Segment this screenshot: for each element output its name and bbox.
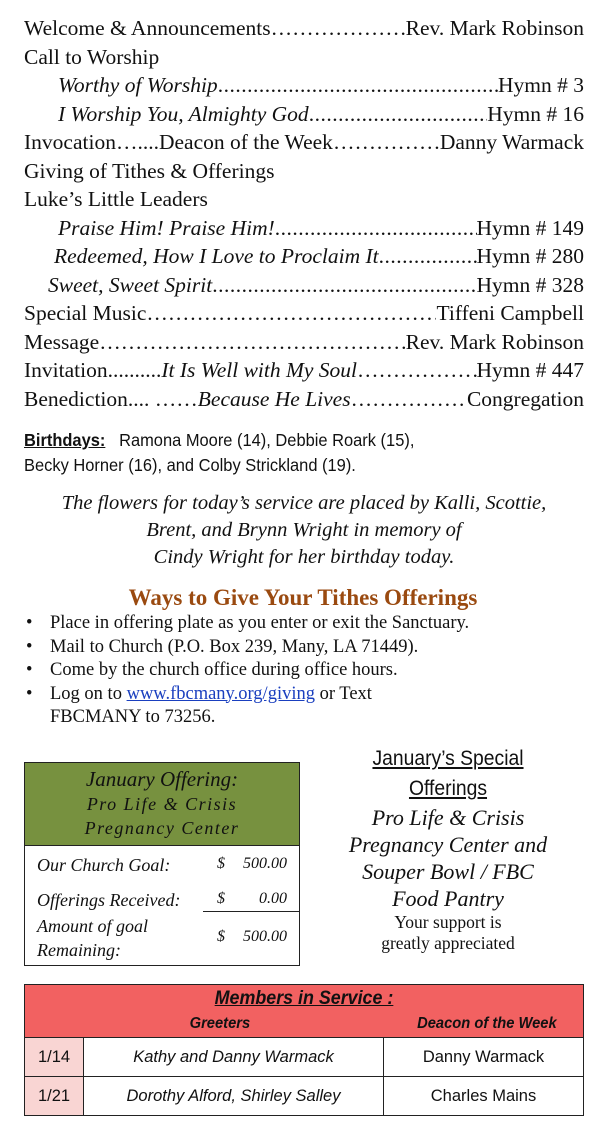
greeters-cell: Kathy and Danny Warmack (84, 1038, 384, 1076)
offering-header (25, 763, 299, 846)
list-item-text: or Text (314, 683, 372, 704)
table-row (25, 1038, 583, 1077)
members-header (25, 985, 583, 1038)
special-body: Food Pantry (392, 886, 504, 911)
dot-leader (218, 71, 498, 100)
bullet-icon: • (26, 683, 33, 704)
offering-goal-row (25, 849, 299, 885)
order-item (24, 385, 584, 414)
order-item (24, 185, 584, 214)
order-item (24, 128, 584, 157)
order-item-label: Message (24, 329, 100, 354)
order-item-leader-name: Congregation (466, 386, 584, 411)
order-item (24, 242, 584, 271)
special-note: greatly appreciated (381, 933, 515, 953)
dot-leader (271, 14, 406, 43)
remaining-value: 500.00 (243, 928, 287, 945)
bullet-icon: • (26, 613, 33, 633)
order-item-label: Invocation (24, 130, 116, 154)
offering-subtitle: Pregnancy Center (84, 818, 240, 838)
special-body: Souper Bowl / FBC (362, 859, 534, 884)
order-item-label: Call to Worship (24, 44, 160, 69)
dot-leader: ….... (115, 130, 159, 154)
remaining-currency: $ (217, 928, 225, 945)
hymn-number: Hymn # 328 (476, 272, 584, 297)
table-row (25, 1077, 583, 1115)
hymn-number: Hymn # 16 (487, 101, 584, 126)
order-item (24, 157, 584, 186)
list-item-text: FBCMANY to 73256. (50, 707, 216, 727)
remaining-label (37, 914, 148, 962)
hymn-title: Sweet, Sweet Spirit (48, 272, 213, 297)
special-note: Your support is (394, 912, 502, 932)
bullet-icon: • (26, 636, 33, 657)
goal-value: 500.00 (243, 855, 287, 872)
hymn-title: Praise Him! Praise Him! (58, 215, 275, 240)
list-item-text: Log on to (50, 683, 127, 704)
order-item (24, 71, 584, 100)
offering-divider (203, 911, 299, 912)
flowers-line: The flowers for today’s service are placed by Kalli, Scottie, (61, 492, 547, 514)
order-item-leader-name: Rev. Mark Robinson (405, 329, 584, 354)
dot-leader (351, 385, 467, 414)
hymn-number: Hymn # 149 (476, 215, 584, 240)
date-cell: 1/21 (25, 1077, 84, 1115)
flowers-line: Brent, and Brynn Wright in memory of (146, 519, 462, 541)
remaining-label-line: Amount of goal (37, 916, 148, 936)
list-item (24, 659, 594, 683)
order-item-leader-name: Tiffeni Campbell (436, 301, 584, 325)
list-item-text: Place in offering plate as you enter or exit the Sanctuary. (50, 613, 470, 633)
special-title: Offerings (408, 777, 488, 800)
received-label: Offerings Received: (37, 890, 181, 910)
dot-leader (99, 328, 405, 357)
order-item (24, 43, 584, 72)
special-body: Pregnancy Center and (348, 832, 548, 857)
hymn-title: It Is Well with My Soul (161, 358, 358, 382)
deacon-cell: Danny Warmack (422, 1048, 545, 1066)
hymn-number: Hymn # 3 (498, 73, 584, 97)
offering-subtitle: Pro Life & Crisis (86, 794, 238, 814)
dot-leader (275, 214, 477, 243)
greeters-cell: Dorothy Alford, Shirley Salley (84, 1077, 384, 1115)
deacon-cell: Charles Mains (430, 1087, 537, 1105)
dot-leader: .......... (107, 358, 162, 382)
order-item (24, 356, 584, 385)
received-currency: $ (217, 890, 225, 907)
hymn-title: Redeemed, How I Love to Proclaim It (54, 244, 379, 268)
goal-label: Our Church Goal: (37, 855, 171, 875)
dot-leader (379, 242, 477, 271)
order-item (24, 100, 584, 129)
order-item-label: Luke’s Little Leaders (24, 187, 208, 211)
flowers-note (24, 490, 584, 571)
january-offering-box (24, 762, 300, 966)
dot-leader (309, 100, 488, 129)
special-body: Pro Life & Crisis (371, 805, 525, 830)
flowers-line: Cindy Wright for her birthday today. (153, 546, 455, 568)
order-item (24, 328, 584, 357)
dot-leader: .... …… (127, 386, 198, 411)
order-item-label: Invitation (24, 358, 108, 382)
special-title: January’s Special (372, 747, 524, 770)
special-offerings (318, 744, 578, 954)
list-item (24, 683, 594, 730)
order-item-leader-name: Danny Warmack (439, 130, 584, 154)
goal-currency: $ (217, 855, 225, 872)
order-item-label: Benediction (24, 386, 128, 411)
list-item-text: Come by the church office during office hours. (50, 660, 398, 680)
offering-title: January Offering: (85, 767, 239, 791)
column-header-deacon: Deacon of the Week (417, 1015, 557, 1032)
column-header-greeters: Greeters (189, 1015, 251, 1032)
birthdays-line (24, 428, 550, 453)
ways-to-give-title: Ways to Give Your Tithes Offerings (128, 585, 478, 610)
bullet-icon: • (26, 660, 33, 680)
order-item-label: Welcome & Announcements (24, 16, 271, 40)
dot-leader (333, 128, 440, 157)
members-title: Members in Service : (214, 988, 394, 1009)
dot-leader (212, 271, 476, 300)
order-item-leader-name: Rev. Mark Robinson (405, 16, 584, 40)
order-item (24, 271, 584, 300)
birthdays-section (24, 428, 550, 478)
order-item-label: Giving of Tithes & Offerings (24, 158, 275, 183)
offering-remaining-row (25, 914, 299, 964)
order-item-label: Special Music (24, 301, 147, 325)
order-item-middle: Deacon of the Week (158, 130, 333, 154)
order-of-service (24, 14, 584, 413)
hymn-title: Because He Lives (197, 386, 351, 411)
date-cell: 1/14 (25, 1038, 84, 1076)
hymn-number: Hymn # 280 (476, 244, 584, 268)
dot-leader (146, 299, 436, 328)
order-item (24, 299, 584, 328)
birthdays-text: Ramona Moore (14), Debbie Roark (15), (119, 430, 415, 450)
members-in-service-table (24, 984, 584, 1116)
order-item (24, 214, 584, 243)
list-item-text: Mail to Church (P.O. Box 239, Many, LA 71449). (50, 636, 419, 657)
order-item (24, 14, 584, 43)
ways-to-give-list (24, 612, 594, 730)
giving-link[interactable]: www.fbcmany.org/giving (126, 683, 315, 704)
birthdays-text: Becky Horner (16), and Colby Strickland (19). (24, 455, 356, 475)
remaining-label-line: Remaining: (37, 940, 121, 960)
received-value: 0.00 (259, 890, 287, 907)
dot-leader (357, 356, 476, 385)
birthdays-label: Birthdays: (24, 430, 106, 450)
hymn-title: Worthy of Worship (58, 73, 218, 97)
hymn-title: I Worship You, Almighty God (58, 101, 309, 126)
hymn-number: Hymn # 447 (476, 358, 584, 382)
list-item (24, 636, 594, 660)
list-item (24, 612, 594, 636)
